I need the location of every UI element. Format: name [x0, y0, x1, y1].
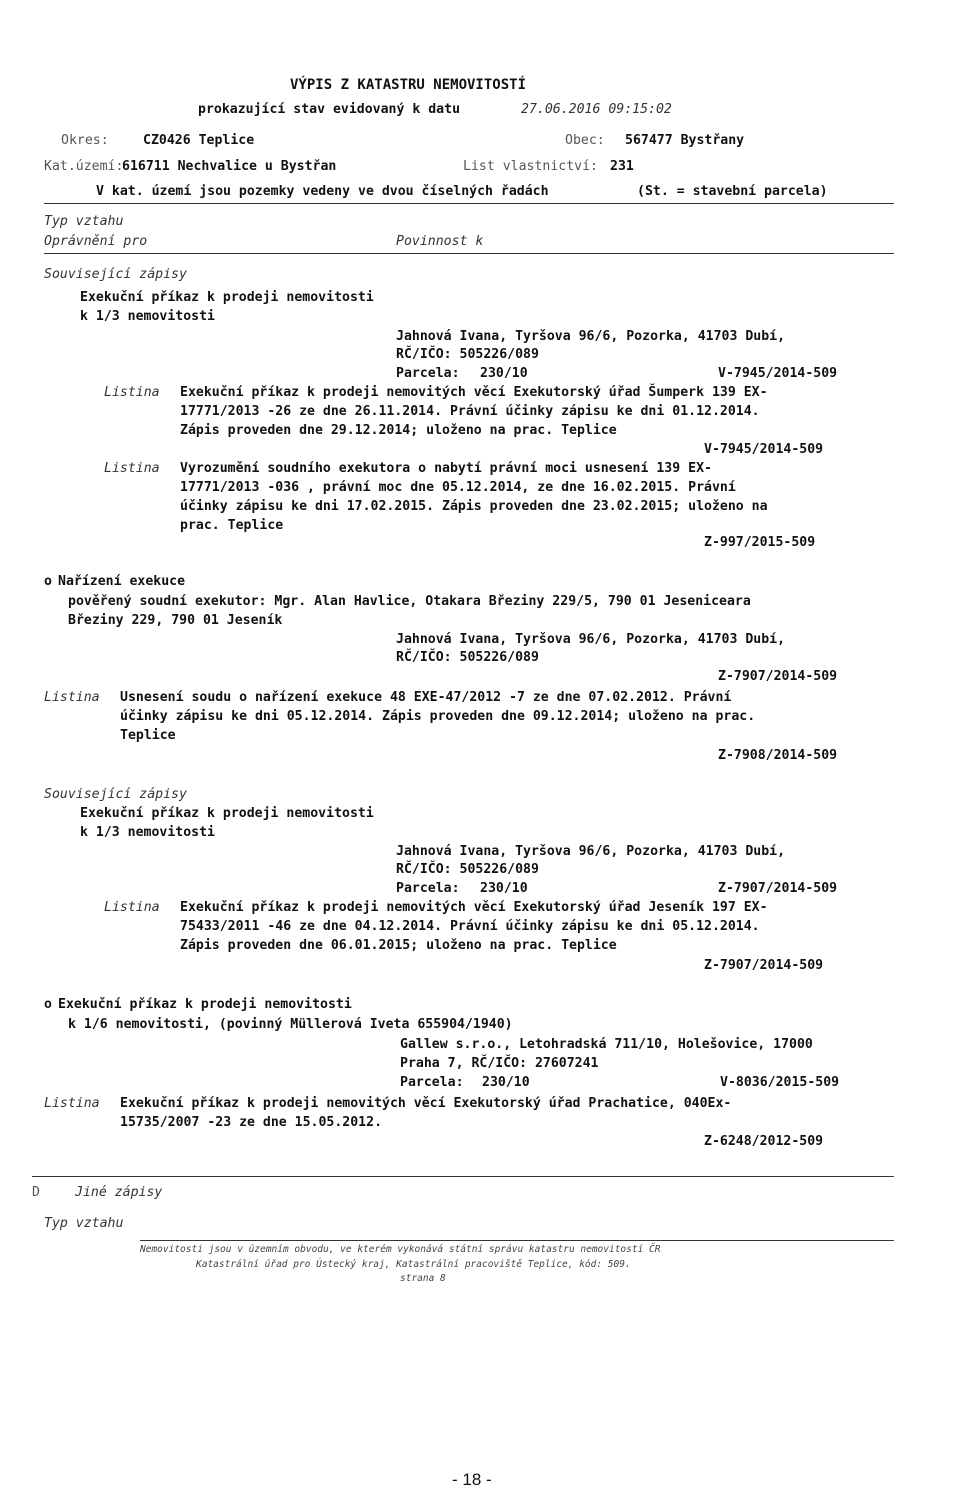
- block1-parcela-value: 230/10: [480, 366, 528, 381]
- block3-person-id: RČ/IČO: 505226/089: [396, 862, 539, 877]
- footer-line1: Nemovitosti jsou v územním obvodu, ve kterém vykonává státní správu katastru nemovitostí ČR: [140, 1244, 661, 1255]
- block3-title: Exekuční příkaz k prodeji nemovitosti: [80, 806, 374, 821]
- block1-listina2-line4: prac. Teplice: [180, 518, 284, 533]
- block2-executor-line1: pověřený soudní exekutor: Mgr. Alan Havlice, Otakara Březiny 229/5, 790 01 Jeseniceara: [68, 594, 751, 609]
- section-d-letter: D: [32, 1185, 40, 1200]
- registry-note: V kat. území jsou pozemky vedeny ve dvou číselných řadách: [96, 184, 549, 199]
- block2-ref2: Z-7908/2014-509: [718, 748, 838, 763]
- block2-listina-line1: Usnesení soudu o nařízení exekuce 48 EXE-47/2012 -7 ze dne 07.02.2012. Právní: [120, 690, 732, 705]
- block1-parcela-label: Parcela:: [396, 366, 460, 381]
- page-number: - 18 -: [452, 1470, 492, 1489]
- registry-note-legend: (St. = stavební parcela): [637, 184, 828, 199]
- katuzemi-label: Kat.území:: [44, 159, 124, 174]
- block2-bullet: o: [44, 574, 52, 589]
- extract-date: 27.06.2016 09:15:02: [521, 102, 672, 117]
- obec-label: Obec:: [565, 133, 605, 148]
- block1-share: k 1/3 nemovitosti: [80, 309, 215, 324]
- block3-heading: Související zápisy: [44, 787, 187, 802]
- block1-listina1-label: Listina: [104, 385, 160, 400]
- column-povinnost-k: Povinnost k: [396, 234, 484, 249]
- block1-listina2-line3: účinky zápisu ke dni 17.02.2015. Zápis proveden dne 23.02.2015; uloženo na: [180, 499, 768, 514]
- block1-ref1: V-7945/2014-509: [718, 366, 838, 381]
- block2-listina-label: Listina: [44, 690, 100, 705]
- block4-heading: Exekuční příkaz k prodeji nemovitosti: [58, 997, 352, 1012]
- block2-person-id: RČ/IČO: 505226/089: [396, 650, 539, 665]
- column-opravneni-pro: Oprávnění pro: [44, 234, 148, 249]
- block4-listina-line2: 15735/2007 -23 ze dne 15.05.2012.: [120, 1115, 383, 1130]
- block3-listina-label: Listina: [104, 900, 160, 915]
- katuzemi-value: 616711 Nechvalice u Bystřan: [122, 159, 337, 174]
- block3-ref1: Z-7907/2014-509: [718, 881, 838, 896]
- block4-listina-label: Listina: [44, 1096, 100, 1111]
- okres-label: Okres:: [61, 133, 109, 148]
- footer-line2: Katastrální úřad pro Ústecký kraj, Katastrální pracoviště Teplice, kód: 509.: [196, 1259, 631, 1270]
- block2-listina-line3: Teplice: [120, 728, 176, 743]
- section-d-heading: Jiné zápisy: [75, 1185, 163, 1200]
- block1-listina1-line2: 17771/2013 -26 ze dne 26.11.2014. Právní účinky zápisu ke dni 01.12.2014.: [180, 404, 760, 419]
- block3-listina-line1: Exekuční příkaz k prodeji nemovitých věcí Exekutorský úřad Jeseník 197 EX-: [180, 900, 768, 915]
- block1-title: Exekuční příkaz k prodeji nemovitosti: [80, 290, 374, 305]
- block1-ref2: V-7945/2014-509: [704, 442, 824, 457]
- block1-listina2-line1: Vyrozumění soudního exekutora o nabytí právní moci usnesení 139 EX-: [180, 461, 712, 476]
- block1-listina1-line1: Exekuční příkaz k prodeji nemovitých věcí Exekutorský úřad Šumperk 139 EX-: [180, 385, 768, 400]
- block4-person-address: Gallew s.r.o., Letohradská 711/10, Holešovice, 17000: [400, 1037, 813, 1052]
- section-d-divider: [32, 1176, 894, 1177]
- document-subtitle: prokazující stav evidovaný k datu: [198, 102, 461, 117]
- block3-parcela-label: Parcela:: [396, 881, 460, 896]
- block1-ref3: Z-997/2015-509: [704, 535, 816, 550]
- block4-parcela-label: Parcela:: [400, 1075, 464, 1090]
- column-divider: [44, 253, 894, 254]
- block4-ref2: Z-6248/2012-509: [704, 1134, 824, 1149]
- lv-value: 231: [610, 159, 634, 174]
- block4-ref1: V-8036/2015-509: [720, 1075, 840, 1090]
- block4-listina-line1: Exekuční příkaz k prodeji nemovitých věcí Exekutorský úřad Prachatice, 040Ex-: [120, 1096, 732, 1111]
- block3-parcela-value: 230/10: [480, 881, 528, 896]
- block1-heading: Související zápisy: [44, 267, 187, 282]
- block4-person-id: Praha 7, RČ/IČO: 27607241: [400, 1056, 599, 1071]
- block3-person-address: Jahnová Ivana, Tyršova 96/6, Pozorka, 41703 Dubí,: [396, 844, 786, 859]
- document-title: VÝPIS Z KATASTRU NEMOVITOSTÍ: [290, 77, 527, 93]
- block4-parcela-value: 230/10: [482, 1075, 530, 1090]
- footer-divider: [140, 1240, 894, 1241]
- block3-share: k 1/3 nemovitosti: [80, 825, 215, 840]
- block2-executor-line2: Březiny 229, 790 01 Jeseník: [68, 613, 283, 628]
- block2-heading: Nařízení exekuce: [58, 574, 186, 589]
- block3-listina-line3: Zápis proveden dne 06.01.2015; uloženo na prac. Teplice: [180, 938, 617, 953]
- block3-listina-line2: 75433/2011 -46 ze dne 04.12.2014. Právní účinky zápisu ke dni 05.12.2014.: [180, 919, 760, 934]
- obec-value: 567477 Bystřany: [625, 133, 745, 148]
- block2-listina-line2: účinky zápisu ke dni 05.12.2014. Zápis proveden dne 09.12.2014; uloženo na prac.: [120, 709, 756, 724]
- block1-person-address: Jahnová Ivana, Tyršova 96/6, Pozorka, 41703 Dubí,: [396, 329, 786, 344]
- column-typ-vztahu: Typ vztahu: [44, 214, 124, 229]
- block1-listina1-line3: Zápis proveden dne 29.12.2014; uloženo na prac. Teplice: [180, 423, 617, 438]
- block4-bullet: o: [44, 997, 52, 1012]
- block4-share: k 1/6 nemovitosti, (povinný Müllerová Iveta 655904/1940): [68, 1017, 513, 1032]
- block1-listina2-label: Listina: [104, 461, 160, 476]
- lv-label: List vlastnictví:: [463, 159, 598, 174]
- block2-person-address: Jahnová Ivana, Tyršova 96/6, Pozorka, 41703 Dubí,: [396, 632, 786, 647]
- header-divider: [44, 203, 894, 204]
- block3-ref2: Z-7907/2014-509: [704, 958, 824, 973]
- block1-listina2-line2: 17771/2013 -036 , právní moc dne 05.12.2014, ze dne 16.02.2015. Právní: [180, 480, 736, 495]
- block1-person-id: RČ/IČO: 505226/089: [396, 347, 539, 362]
- footer-page-label: strana 8: [400, 1273, 446, 1284]
- okres-value: CZ0426 Teplice: [143, 133, 255, 148]
- block2-ref1: Z-7907/2014-509: [718, 669, 838, 684]
- section-d-typ-vztahu: Typ vztahu: [44, 1216, 124, 1231]
